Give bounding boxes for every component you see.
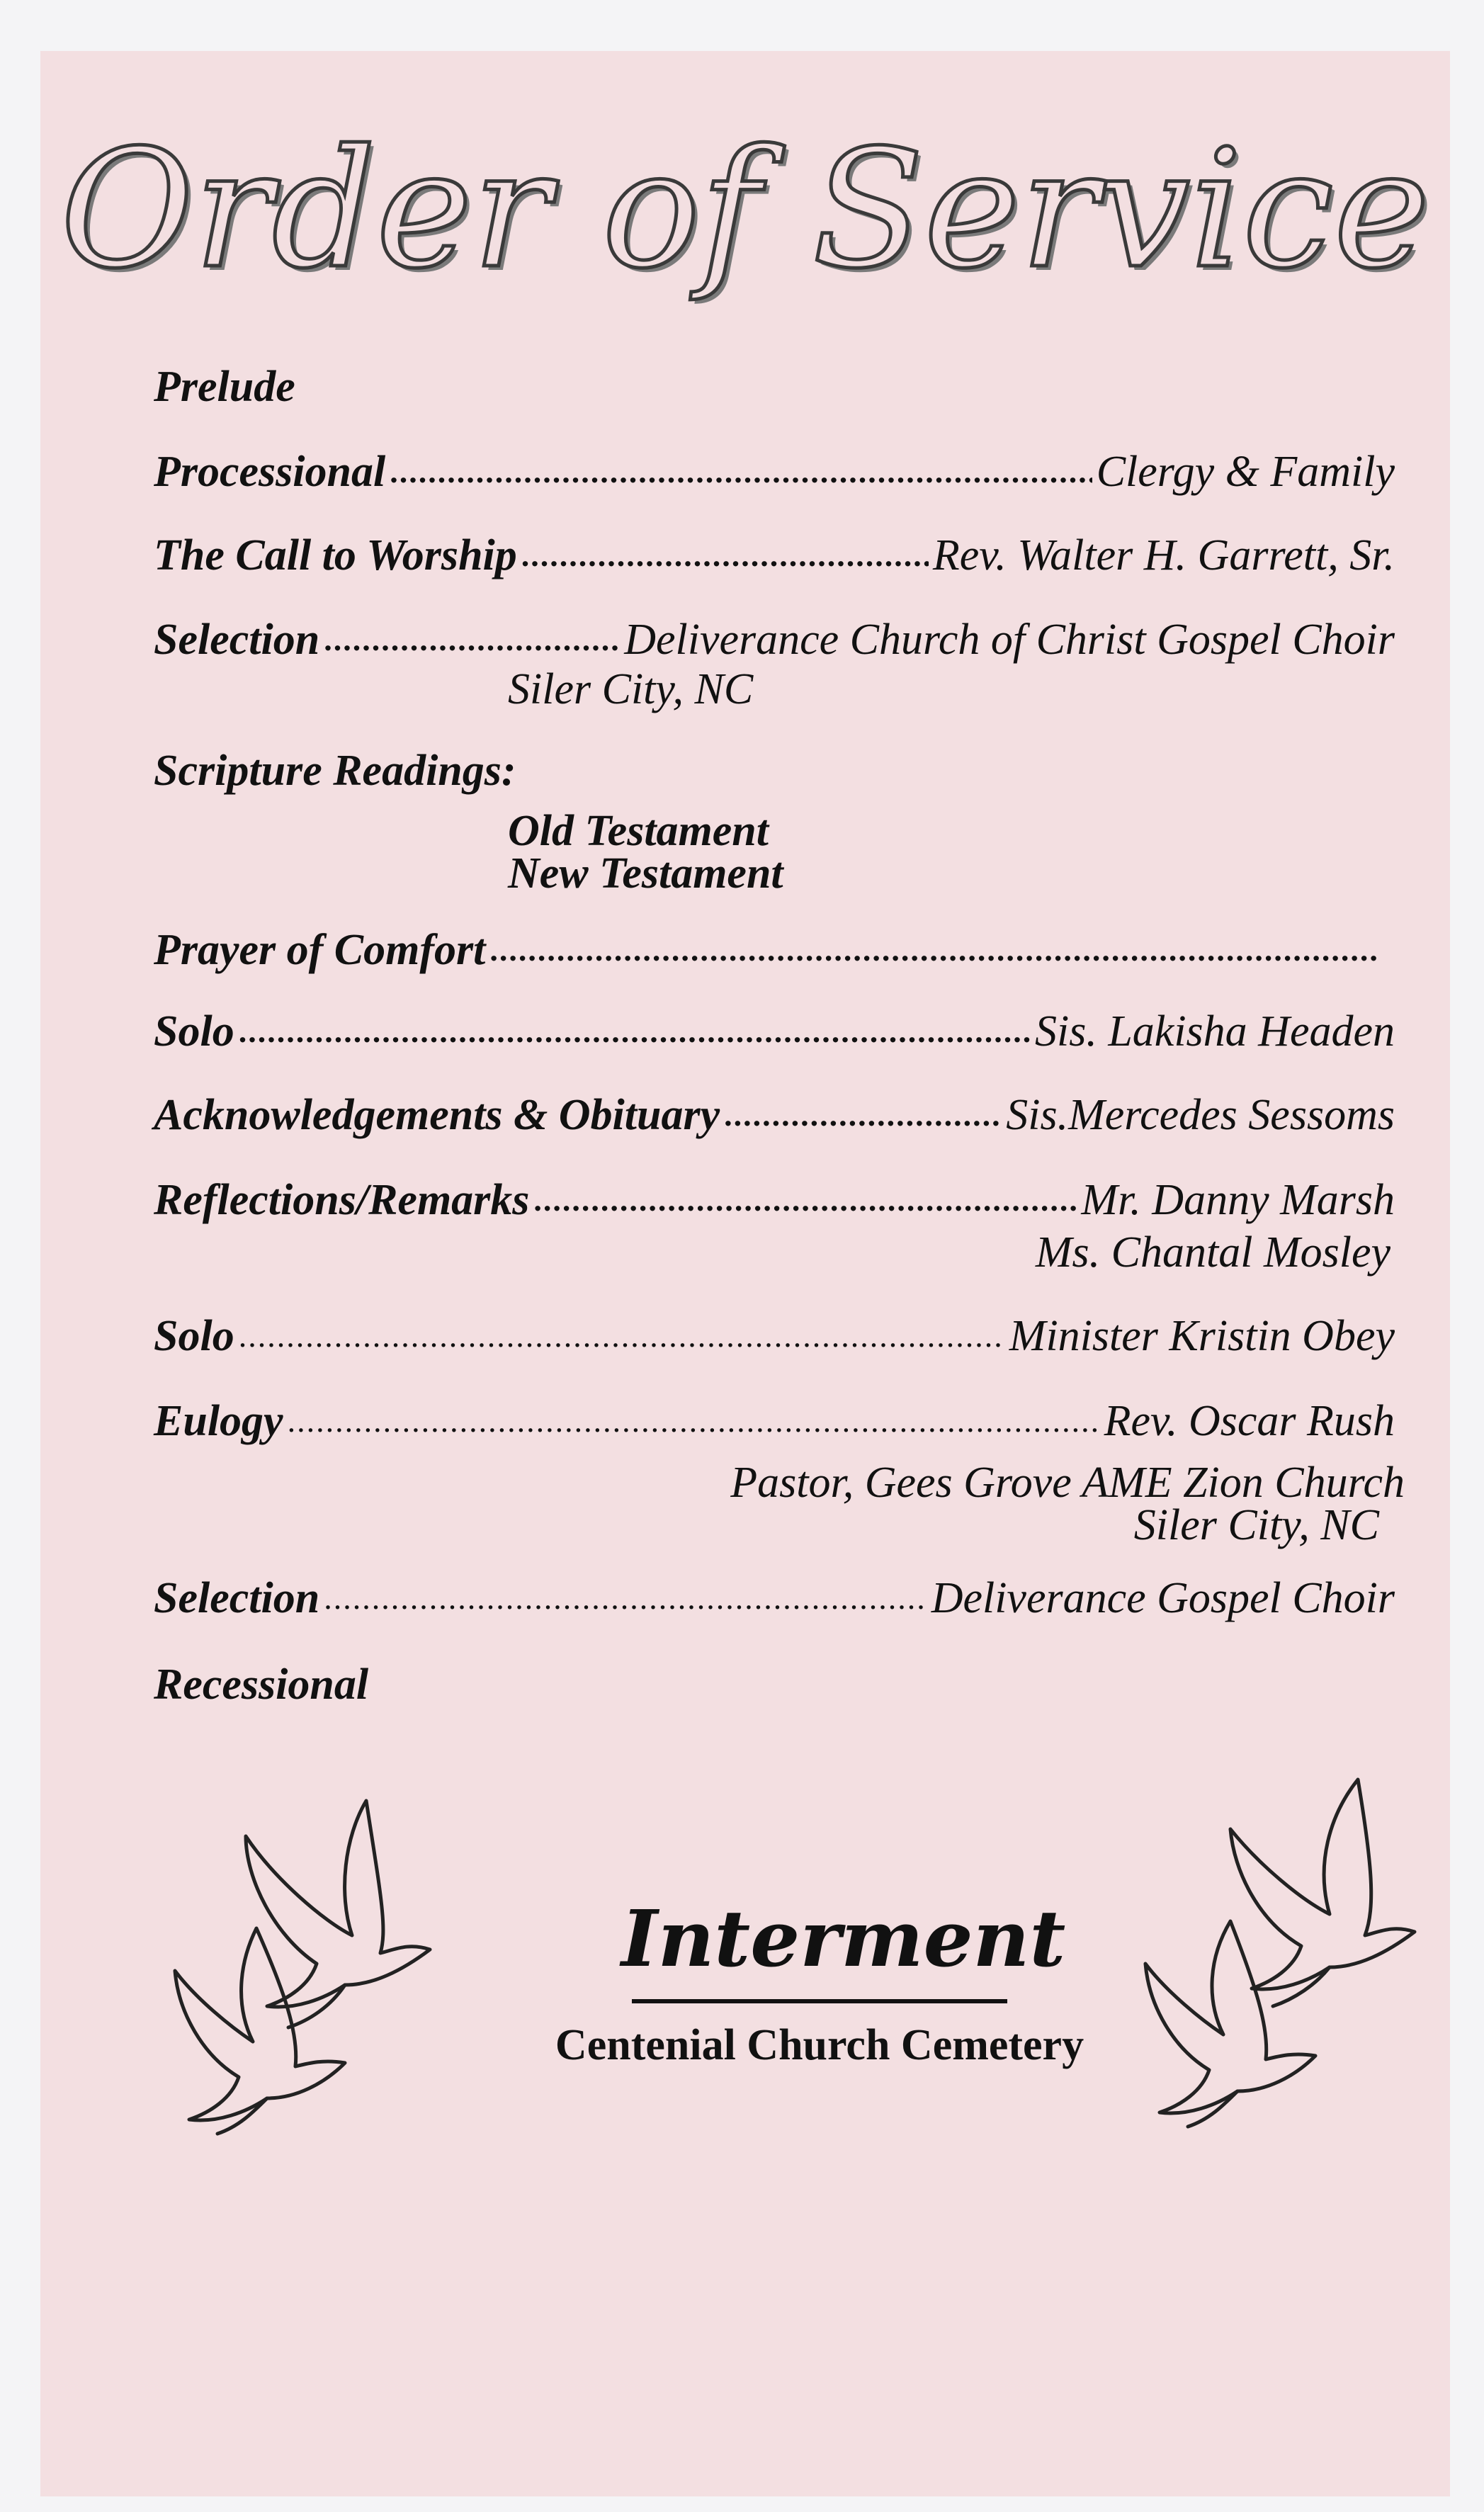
item-label: Selection bbox=[154, 616, 320, 664]
leader-dots bbox=[324, 1579, 927, 1617]
interment-place: Centenial Church Cemetery bbox=[555, 2021, 1084, 2069]
item-value: Mr. Danny Marsh bbox=[1081, 1176, 1395, 1224]
service-item-recessional bbox=[154, 1653, 1395, 1710]
item-subline: Pastor, Gees Grove AME Zion Church bbox=[730, 1459, 1405, 1507]
service-item-solo bbox=[154, 1000, 1395, 1057]
leader-dots bbox=[533, 1181, 1077, 1218]
item-value: Clergy & Family bbox=[1096, 448, 1395, 496]
leader-dots bbox=[239, 1012, 1031, 1050]
item-subline: Siler City, NC bbox=[1133, 1501, 1379, 1549]
service-item-acknowledgements bbox=[154, 1084, 1395, 1141]
service-item-scripture-readings bbox=[154, 740, 1395, 796]
leader-dots bbox=[521, 536, 929, 574]
item-value: Sis. Lakisha Headen bbox=[1034, 1007, 1395, 1056]
doves-right-icon bbox=[1103, 1758, 1443, 2183]
item-label: Processional bbox=[154, 448, 386, 496]
service-item-call-to-worship bbox=[154, 524, 1395, 581]
leader-dots bbox=[724, 1096, 1002, 1133]
doves-left-icon bbox=[132, 1772, 501, 2197]
service-item-eulogy bbox=[154, 1390, 1395, 1447]
item-value: Rev. Oscar Rush bbox=[1104, 1397, 1395, 1445]
service-item-selection bbox=[154, 609, 1395, 665]
leader-dots bbox=[390, 453, 1092, 490]
leader-dots bbox=[489, 931, 1378, 968]
item-label: Prayer of Comfort bbox=[154, 926, 486, 974]
item-value: Deliverance Gospel Choir bbox=[931, 1574, 1395, 1622]
item-subline: Siler City, NC bbox=[508, 665, 754, 713]
item-label: Acknowledgements & Obituary bbox=[154, 1091, 720, 1139]
service-item-solo-2 bbox=[154, 1305, 1395, 1362]
item-label: Eulogy bbox=[154, 1397, 283, 1445]
item-label: Solo bbox=[154, 1007, 234, 1056]
item-subline: New Testament bbox=[508, 849, 783, 898]
service-item-selection-2 bbox=[154, 1567, 1395, 1624]
item-value: Deliverance Church of Christ Gospel Choir bbox=[624, 616, 1395, 664]
item-label: Recessional bbox=[154, 1660, 369, 1709]
program-page bbox=[40, 51, 1450, 2496]
item-label: The Call to Worship bbox=[154, 531, 517, 579]
item-value: Minister Kristin Obey bbox=[1009, 1312, 1395, 1360]
service-item-prayer-of-comfort bbox=[154, 919, 1395, 975]
leader-dots bbox=[239, 1317, 1005, 1354]
item-value: Sis.Mercedes Sessoms bbox=[1006, 1091, 1395, 1139]
leader-dots bbox=[324, 621, 620, 658]
item-label: Scripture Readings: bbox=[154, 747, 516, 795]
service-item-processional bbox=[154, 441, 1395, 497]
leader-dots bbox=[288, 1402, 1100, 1439]
item-label: Prelude bbox=[154, 363, 295, 411]
interment-underline bbox=[632, 1999, 1007, 2003]
interment-heading: Interment bbox=[621, 1893, 1066, 1984]
item-subline: Ms. Chantal Mosley bbox=[1035, 1228, 1390, 1277]
item-subline: Old Testament bbox=[508, 807, 769, 855]
service-item-prelude bbox=[154, 356, 1395, 412]
service-item-reflections bbox=[154, 1169, 1395, 1226]
item-value: Rev. Walter H. Garrett, Sr. bbox=[932, 531, 1395, 579]
item-label: Selection bbox=[154, 1574, 320, 1622]
page-title: Order of Service bbox=[60, 115, 1430, 305]
item-label: Reflections/Remarks bbox=[154, 1176, 530, 1224]
item-label: Solo bbox=[154, 1312, 234, 1360]
